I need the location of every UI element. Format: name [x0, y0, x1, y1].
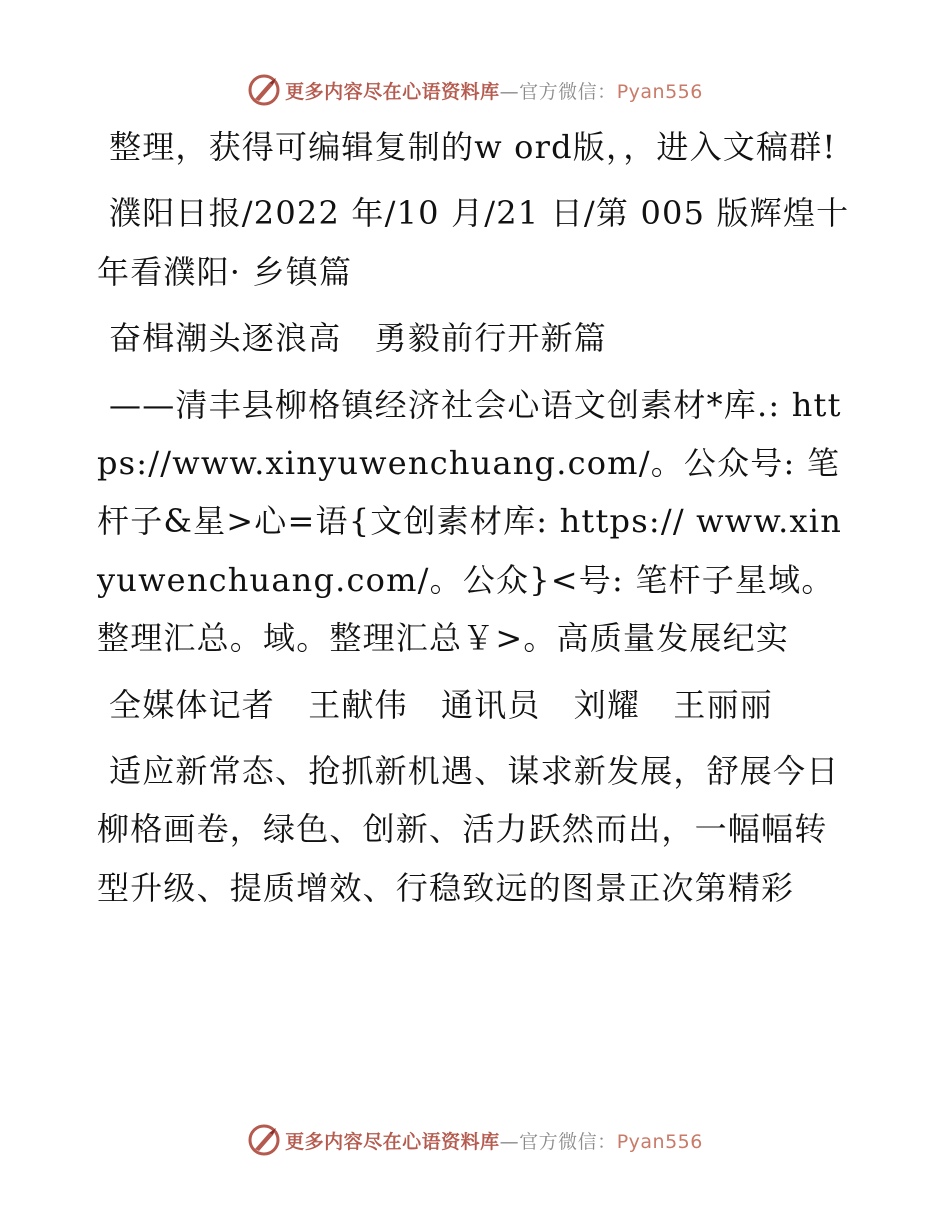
watermark-inner [247, 73, 703, 107]
byline: 全媒体记者 王献伟 通讯员 刘耀 王丽丽 [109, 685, 774, 724]
watermark-title: 更多内容尽在心语资料库 [285, 80, 500, 103]
watermark-separator: — [499, 80, 520, 103]
watermark-text [285, 77, 703, 104]
watermark-wechat-id: Pyan556 [616, 80, 703, 103]
quill-logo-icon [247, 1123, 281, 1157]
watermark-inner [247, 1123, 703, 1157]
paragraph-source: 濮阳日报/2022 年/10 月/21 日/第 005 版辉煌十年看濮阳· 乡镇篇 [97, 194, 850, 291]
paragraph-body: 适应新常态、抢抓新机遇、谋求新发展，舒展今日柳格画卷，绿色、创新、活力跃然而出，一幅幅转型升级、提质增效、行稳致远的图景正次第精彩 [97, 752, 840, 907]
quill-logo-icon [247, 73, 281, 107]
watermark-title: 更多内容尽在心语资料库 [285, 1130, 500, 1153]
header-watermark [0, 70, 950, 110]
watermark-wechat-id: Pyan556 [616, 1130, 703, 1153]
footer-watermark [0, 1120, 950, 1160]
watermark-text [285, 1127, 703, 1154]
document-body [97, 118, 857, 925]
watermark-wechat-label: 官方微信： [519, 1130, 617, 1153]
paragraph-intro: 整理，获得可编辑复制的w ord版，，进入文稿群! [109, 128, 837, 166]
article-subtitle: ——清丰县柳格镇经济社会心语文创素材*库.: https://www.xinyuwenchuang.com/。公众号: 笔杆子&星>心=语{文创素材库: https:// www.xinyuwenchuang.com/。公众}<号: 笔杆子星域。整理汇总。域。整理汇总￥>。高质量发展纪实 [97, 385, 843, 658]
watermark-separator: — [499, 1130, 520, 1153]
watermark-wechat-label: 官方微信： [519, 80, 617, 103]
article-headline: 奋楫潮头逐浪高 勇毅前行开新篇 [109, 319, 608, 358]
